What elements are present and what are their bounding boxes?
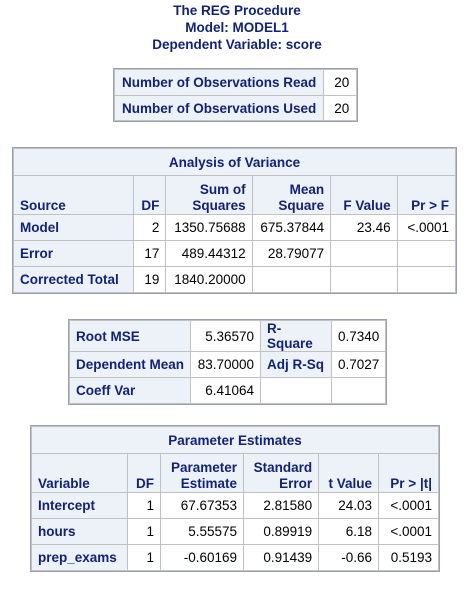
row-header: R-Square: [261, 321, 332, 352]
row-header: hours: [32, 519, 128, 545]
cell-value: 1: [128, 545, 161, 571]
header-line: Parameter: [171, 460, 238, 475]
model-title: Model: MODEL1: [185, 20, 289, 35]
cell-value: 6.18: [319, 519, 379, 545]
caption-row: [32, 427, 439, 454]
row-header: Dependent Mean: [70, 352, 191, 378]
cell-value: 0.7027: [332, 352, 386, 378]
empty-cell: [261, 378, 332, 404]
cell-value: 2: [133, 215, 166, 241]
cell-value: [397, 241, 455, 267]
cell-value: 489.44312: [166, 241, 252, 267]
table-row: [70, 352, 386, 378]
cell-value: 1840.20000: [166, 267, 252, 293]
table-row: [14, 215, 456, 241]
header-line: Error: [279, 476, 313, 491]
cell-value: 675.37844: [252, 215, 331, 241]
header-line: Sum of: [199, 182, 246, 197]
cell-value: 67.67353: [161, 493, 244, 519]
table-row: [32, 545, 439, 571]
row-header: Corrected Total: [14, 267, 134, 293]
table-row: [14, 267, 456, 293]
cell-value: -0.60169: [161, 545, 244, 571]
cell-value: 83.70000: [191, 352, 261, 378]
row-header: Intercept: [32, 493, 128, 519]
column-header: Pr > |t|: [379, 454, 439, 493]
column-header: Variable: [32, 454, 128, 493]
table-row: [70, 378, 386, 404]
table-caption: Analysis of Variance: [14, 149, 456, 176]
header-line: Square: [278, 198, 325, 213]
cell-value: 5.36570: [191, 321, 261, 352]
column-header: [244, 454, 319, 493]
procedure-title: The REG Procedure: [173, 3, 301, 18]
dependent-variable-title: Dependent Variable: score: [152, 37, 322, 52]
row-header: Adj R-Sq: [261, 352, 332, 378]
cell-value: 1: [128, 493, 161, 519]
cell-value: -0.66: [319, 545, 379, 571]
table-row: [115, 96, 357, 121]
column-header: Source: [14, 176, 134, 215]
cell-value: 20: [324, 70, 357, 96]
row-header: Number of Observations Used: [115, 96, 324, 121]
observations-table: [114, 69, 357, 121]
cell-value: 0.89919: [244, 519, 319, 545]
header-line: Squares: [192, 198, 246, 213]
caption-row: [14, 149, 456, 176]
row-header: Coeff Var: [70, 378, 191, 404]
table-row: [32, 493, 439, 519]
header-line: Estimate: [180, 476, 238, 491]
column-header: Pr > F: [397, 176, 455, 215]
anova-table: [13, 148, 456, 293]
cell-value: [331, 241, 397, 267]
column-header: [161, 454, 244, 493]
table-row: [14, 241, 456, 267]
row-header: prep_exams: [32, 545, 128, 571]
column-header: F Value: [331, 176, 397, 215]
cell-value: <.0001: [379, 519, 439, 545]
table-row: [32, 519, 439, 545]
cell-value: [332, 378, 386, 404]
cell-value: 0.5193: [379, 545, 439, 571]
cell-value: 24.03: [319, 493, 379, 519]
column-header: t Value: [319, 454, 379, 493]
column-header: [166, 176, 252, 215]
row-header: Error: [14, 241, 134, 267]
column-header: [252, 176, 331, 215]
cell-value: [252, 267, 331, 293]
row-header: Number of Observations Read: [115, 70, 324, 96]
cell-value: 2.81580: [244, 493, 319, 519]
cell-value: <.0001: [379, 493, 439, 519]
cell-value: 0.91439: [244, 545, 319, 571]
cell-value: <.0001: [397, 215, 455, 241]
row-header: Model: [14, 215, 134, 241]
fit-statistics-table: [69, 320, 386, 404]
column-header: DF: [128, 454, 161, 493]
cell-value: 1350.75688: [166, 215, 252, 241]
cell-value: 5.55575: [161, 519, 244, 545]
parameter-estimates-table: [31, 426, 439, 571]
table-row: [70, 321, 386, 352]
header-line: Standard: [253, 460, 313, 475]
row-header: Root MSE: [70, 321, 191, 352]
cell-value: 1: [128, 519, 161, 545]
header-row: [32, 454, 439, 493]
table-caption: Parameter Estimates: [32, 427, 439, 454]
cell-value: [331, 267, 397, 293]
header-row: [14, 176, 456, 215]
cell-value: [397, 267, 455, 293]
table-row: [115, 70, 357, 96]
cell-value: 17: [133, 241, 166, 267]
cell-value: 28.79077: [252, 241, 331, 267]
cell-value: 19: [133, 267, 166, 293]
cell-value: 23.46: [331, 215, 397, 241]
header-line: Mean: [289, 182, 325, 197]
cell-value: 6.41064: [191, 378, 261, 404]
procedure-titles: [0, 0, 474, 53]
column-header: DF: [133, 176, 166, 215]
cell-value: 0.7340: [332, 321, 386, 352]
cell-value: 20: [324, 96, 357, 121]
